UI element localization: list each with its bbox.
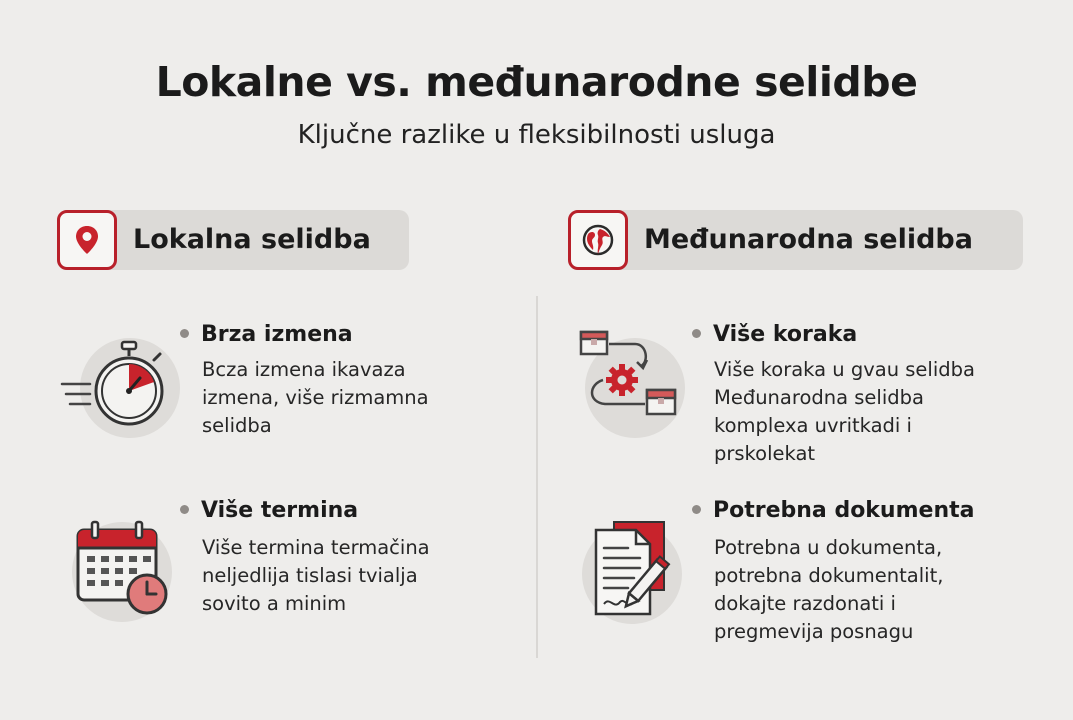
bullet-dot: [692, 505, 701, 514]
stopwatch-icon: [60, 338, 170, 438]
page-subtitle: Ključne razlike u fleksibilnosti usluga: [297, 120, 776, 150]
calendar-illustration: [72, 522, 172, 622]
document-illustration: [582, 524, 682, 624]
bullet-dot: [180, 505, 189, 514]
item-desc-required-documents: Potrebna u dokumenta, potrebna dokumentalit, dokajte razdonati i pregmevija posnagu: [714, 536, 944, 643]
international-moving-header: [568, 210, 1023, 270]
item-desc-more-steps: Više koraka u gvau selidba Međunarodna selidba komplexa uvritkadi i prskolekat: [714, 358, 975, 465]
document-pen-icon: [588, 518, 698, 628]
item-title-more-slots: Više termina: [180, 498, 358, 523]
international-moving-heading: Međunarodna selidba: [644, 224, 973, 255]
item-title-required-documents: Potrebna dokumenta: [692, 498, 974, 523]
local-moving-header: [57, 210, 409, 270]
local-moving-heading: Lokalna selidba: [133, 224, 371, 255]
calendar-clock-icon: [72, 516, 182, 626]
item-title-more-steps: Više koraka: [692, 322, 857, 347]
bullet-dot: [180, 329, 189, 338]
column-divider: [536, 296, 538, 658]
item-desc-more-slots: Više termina termačina neljedlija tislasi tvialja sovito a minim: [202, 536, 430, 615]
boxes-gear-icon: [577, 328, 687, 428]
item-title-fast-change: Brza izmena: [180, 322, 353, 347]
stopwatch-illustration: [80, 338, 180, 438]
boxes-gear-illustration: [585, 338, 685, 438]
item-desc-fast-change: Bcza izmena ikavaza izmena, više rizmamna selidba: [202, 358, 429, 437]
location-pin-icon: [57, 210, 117, 270]
bullet-dot: [692, 329, 701, 338]
globe-icon: [568, 210, 628, 270]
page-title: Lokalne vs. međunarodne selidbe: [155, 58, 918, 106]
